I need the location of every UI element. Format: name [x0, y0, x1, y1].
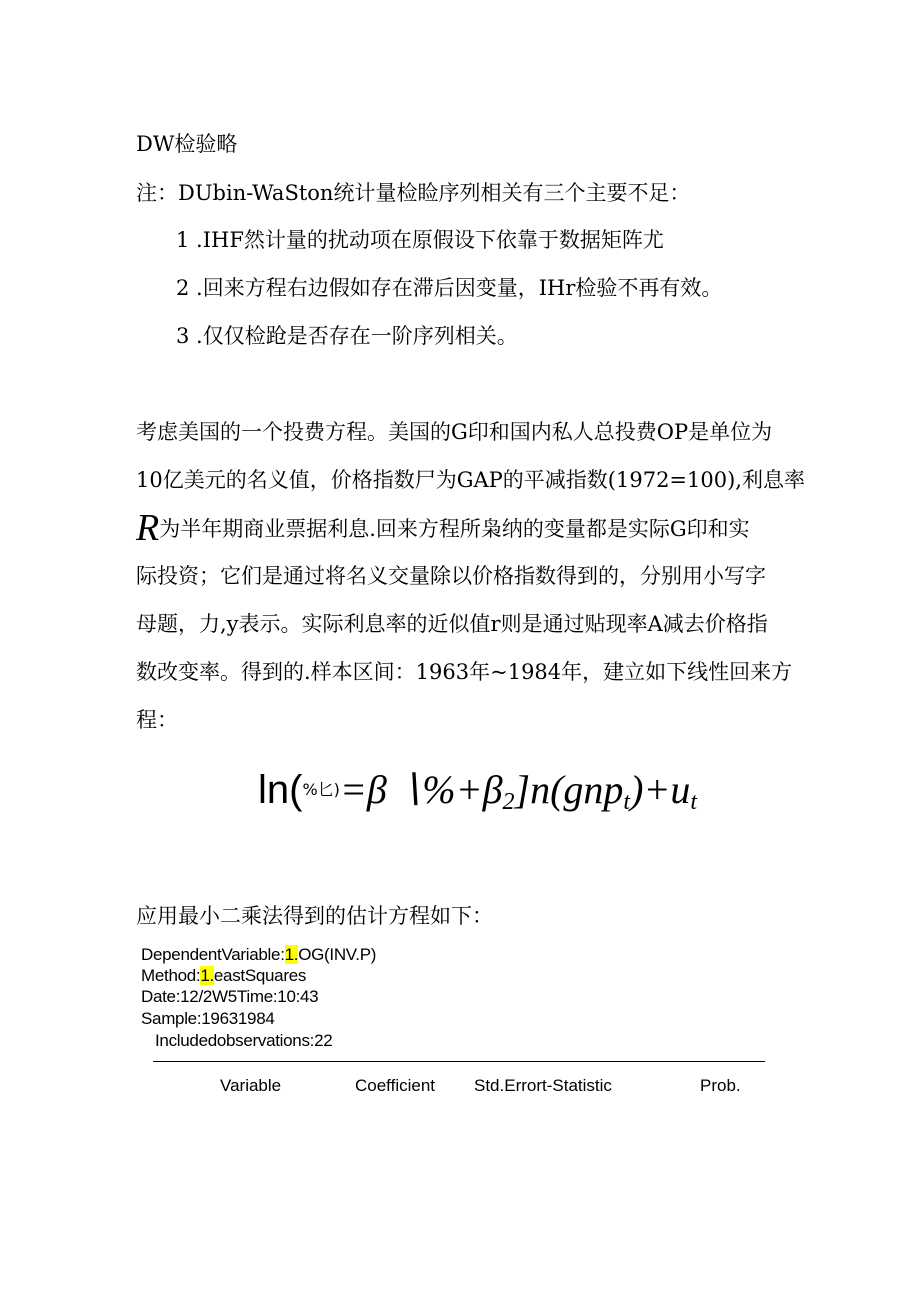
highlight-mark: 1.: [200, 966, 214, 985]
paragraph-line: 10亿美元的名义值，价格指数尸为GAP的平减指数(1972=100),利息率: [136, 468, 805, 492]
eq-part: )+u: [630, 767, 691, 812]
big-r-symbol: R: [136, 507, 160, 549]
table-header-prob: Prob.: [700, 1076, 741, 1095]
note-line: 注：DUbin-WaSton统计量检睑序列相关有三个主要不足：: [136, 181, 691, 205]
output-included: Includedobservations:22: [155, 1031, 333, 1050]
output-dependent-variable: [141, 944, 376, 965]
eq-inner: %匕): [302, 780, 340, 799]
output-value: OG(INV.P): [298, 945, 377, 964]
eq-sub: 2: [502, 789, 515, 815]
eq-ln: ln(: [258, 768, 303, 812]
output-value: eastSquares: [213, 966, 307, 985]
eq-part: ]n(gnp: [514, 767, 624, 812]
output-date: Date:12/2W5Time:10:43: [141, 987, 319, 1006]
table-header-variable: Variable: [220, 1076, 282, 1095]
paragraph-line: 考虑美国的一个投费方程。美国的G印和国内私人总投费OP是单位为: [136, 420, 773, 444]
output-sample: Sample:19631984: [141, 1009, 275, 1028]
point-2: 2 .回来方程右边假如存在滞后因变量，IHr检验不再有效。: [176, 276, 723, 300]
paragraph-line: 母题，力,y表示。实际利息率的近似值r则是通过贴现率A减去价格指: [136, 612, 768, 636]
table-header-stderr-tstat: Std.Errort-Statistic: [474, 1076, 612, 1095]
paragraph-line-text: 为半年期商业票据利息.回来方程所枭纳的变量都是实际G印和实: [159, 517, 750, 541]
output-label: DependentVariable:: [141, 945, 285, 964]
table-divider: [153, 1061, 765, 1062]
body-paragraph: [136, 408, 805, 744]
regression-equation: [258, 766, 697, 826]
highlight-mark: 1.: [284, 945, 299, 964]
paragraph-line: 程：: [136, 708, 178, 732]
eq-sub: t: [623, 789, 631, 815]
estimation-intro: 应用最小二乘法得到的估计方程如下：: [136, 904, 493, 928]
paragraph-line: 数改变率。得到的.样本区间：1963年~1984年，建立如下线性回来方: [136, 660, 793, 684]
output-label: Method:: [141, 966, 201, 985]
output-method: [141, 965, 306, 986]
point-3: 3 .仅仅检跄是否存在一阶序列相关。: [176, 324, 518, 348]
section-heading: DW检验略: [136, 132, 238, 156]
eq-part: =β ∖%+β: [339, 767, 503, 812]
paragraph-line: 际投资；它们是通过将名义交量除以价格指数得到的，分别用小写字: [136, 564, 766, 588]
paragraph-line: [136, 504, 786, 552]
table-header-coefficient: Coefficient: [355, 1076, 436, 1095]
eq-sub: t: [690, 789, 698, 815]
point-1: 1 .IHF然计量的扰动项在原假设下依靠于数据矩阵尤: [176, 228, 664, 252]
